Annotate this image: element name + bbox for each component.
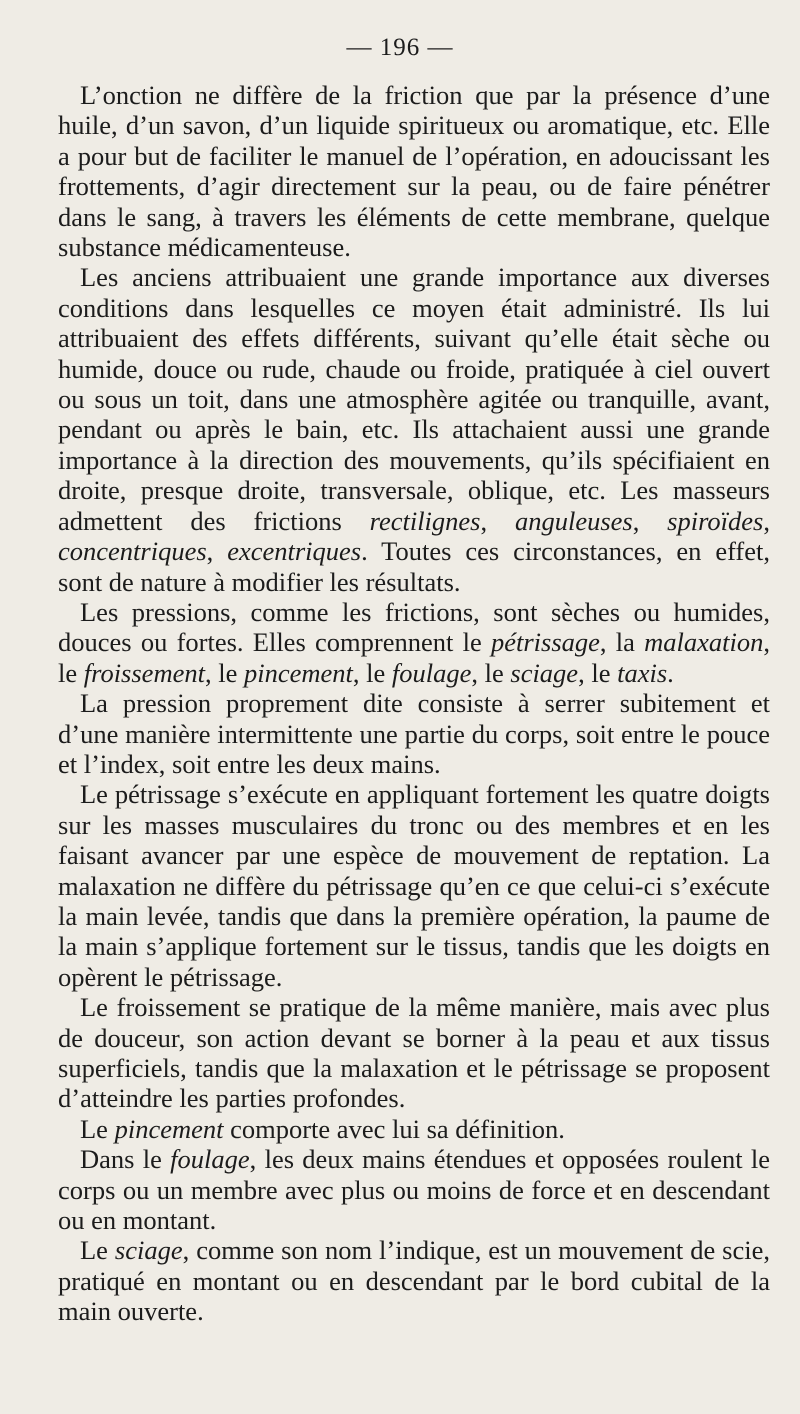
text-run: Le froissement se pratique de la même manière, mais avec plus de douceur, son action devant se borner à la peau et aux tissus superficiels, tandis que la malaxation et le pétrissage se proposent d’atteindre les parties profondes. xyxy=(58,992,770,1114)
paragraph-pressions xyxy=(58,597,770,688)
text-run: Les anciens attribuaient une grande importance aux diverses conditions dans lesquelles ce moyen était administré. Ils lui attribuaient des effets différents, suivant qu’elle était sèche ou humide, douce ou rude, chaude ou froide, pratiquée à ciel ouvert ou sous un toit, dans une atmosphère agitée ou tranquille, avant, pendant ou après le bain, etc. Ils attachaient aussi une grande importance à la direction des mouvements, qu’ils spécifiaient en droite, presque droite, transversale, oblique, etc. Les masseurs admettent des frictions xyxy=(58,262,770,536)
italic-term: spiroïdes xyxy=(667,505,764,536)
text-run: Le xyxy=(80,1235,115,1266)
text-run: , xyxy=(763,505,770,536)
italic-term: froissement xyxy=(83,657,205,688)
text-run: , le xyxy=(58,627,770,688)
text-run: Les pressions, comme les frictions, sont sèches ou humides, douces ou fortes. Elles comprennent le xyxy=(58,596,770,658)
text-run: , la xyxy=(599,627,645,658)
text-run: , le xyxy=(204,657,244,688)
italic-term: pincement xyxy=(243,657,353,688)
text-run: . xyxy=(667,657,674,688)
italic-term: pincement xyxy=(114,1113,224,1144)
text-run: , xyxy=(206,536,228,567)
text-run: . Toutes ces circonstances, en effet, sont de nature à modifier les résultats. xyxy=(58,536,771,597)
text-run: , comme son nom l’indique, est un mouvement de scie, pratiqué en montant ou en descendant par le bord cubital de la main ouverte. xyxy=(58,1235,771,1327)
paragraph-pression-proprement-dite xyxy=(58,688,770,779)
page-body xyxy=(58,80,770,1327)
italic-term: malaxation xyxy=(644,627,764,658)
text-run: L’onction ne diffère de la friction que par la présence d’une huile, d’un savon, d’un liquide spiritueux ou aromatique, etc. Elle a pour but de faciliter le manuel de l’opération, en adoucissant les frottements, d’agir directement sur la peau, ou de faire pénétrer dans le sang, à travers les éléments de cette membrane, quelque substance médicamenteuse. xyxy=(58,80,770,263)
italic-term: rectilignes xyxy=(369,505,481,536)
italic-term: concentriques xyxy=(58,536,207,567)
paragraph-pincement xyxy=(58,1114,770,1144)
italic-term: foulage xyxy=(391,657,472,688)
paragraph-petrissage xyxy=(58,779,770,992)
italic-term: excentriques xyxy=(227,536,362,567)
page-number: — 196 — xyxy=(346,34,454,61)
italic-term: pétrissage xyxy=(490,627,600,658)
text-run: , le xyxy=(578,657,618,688)
italic-term: anguleuses xyxy=(514,505,633,536)
paragraph-froissement xyxy=(58,992,770,1114)
italic-term: taxis xyxy=(617,657,668,688)
paragraph-sciage xyxy=(58,1235,770,1326)
text-run: Dans le xyxy=(80,1144,171,1175)
text-run: Le xyxy=(80,1113,115,1144)
text-run: , le xyxy=(471,657,511,688)
text-run: , xyxy=(632,505,668,536)
italic-term: sciage xyxy=(114,1235,183,1266)
text-run: Le pétrissage s’exécute en appliquant fortement les quatre doigts sur les masses musculaires du tronc ou des membres et en les faisant avancer par une espèce de mouvement de reptation. La malaxation ne diffère du pétrissage qu’en ce que celui-ci s’exécute la main levée, tandis que dans la première opération, la paume de la main s’applique fortement sur le tissus, tandis que les doigts en opèrent le pétrissage. xyxy=(58,779,770,992)
italic-term: foulage xyxy=(170,1144,250,1175)
text-run: comporte avec lui sa définition. xyxy=(223,1113,565,1144)
text-run: , xyxy=(480,505,515,536)
text-run: , le xyxy=(352,657,392,688)
text-run: La pression proprement dite consiste à serrer subitement et d’une manière intermittente une partie du corps, soit entre le pouce et l’index, soit entre les deux mains. xyxy=(58,688,770,779)
italic-term: sciage xyxy=(510,657,579,688)
paragraph-foulage xyxy=(58,1144,770,1235)
paragraph-anciens xyxy=(58,262,770,596)
paragraph-onction xyxy=(58,80,770,262)
text-run: , les deux mains étendues et opposées roulent le corps ou un membre avec plus ou moins de force et en descendant ou en montant. xyxy=(58,1144,771,1236)
